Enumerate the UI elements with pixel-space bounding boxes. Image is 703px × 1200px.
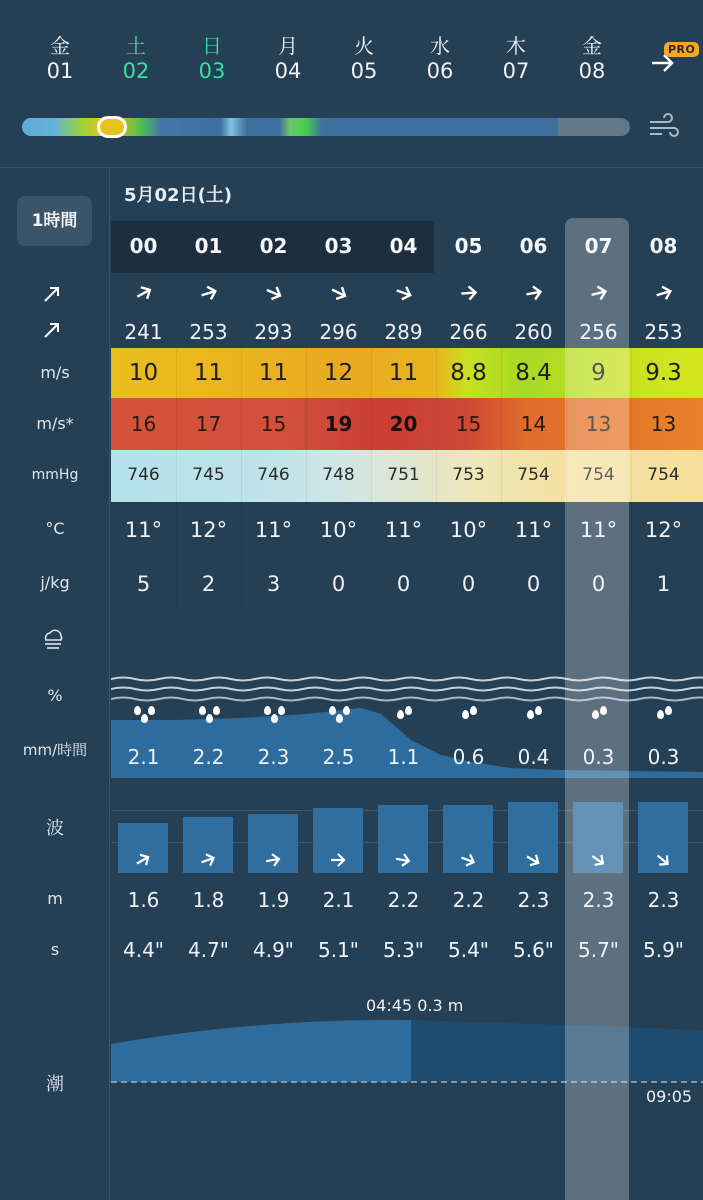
cloud-icon <box>40 626 66 652</box>
wind-arrow-icon <box>328 282 350 304</box>
pressure-value: 754 <box>647 465 680 485</box>
rain-drops-icon <box>631 706 696 730</box>
drop-icon <box>213 706 220 715</box>
temperature-value: 12° <box>189 518 228 542</box>
wave-direction-icon <box>133 850 153 870</box>
day-number: 07 <box>502 59 530 83</box>
wind-speed-value: 12 <box>323 360 354 386</box>
cape-value: 0 <box>591 572 606 596</box>
wind-direction-value: 293 <box>254 320 293 344</box>
label-gust: m/s* <box>36 414 74 433</box>
wave-period-value: 4.7" <box>187 938 229 962</box>
day-tab[interactable] <box>410 34 470 84</box>
rain-drops-icon <box>501 706 566 730</box>
drop-icon <box>665 706 672 715</box>
rain-drops-icon <box>111 706 176 730</box>
pressure-value: 746 <box>257 465 290 485</box>
cape-value: 1 <box>656 572 671 596</box>
label-wave: 波 <box>46 818 64 839</box>
wave-height-value: 2.3 <box>582 888 615 912</box>
temperature-value: 11° <box>384 518 423 542</box>
gust-value: 19 <box>324 412 353 436</box>
column-separator <box>371 348 372 612</box>
day-tab[interactable] <box>334 34 394 84</box>
day-number: 05 <box>350 59 378 83</box>
hour-cell: 02 <box>259 234 288 258</box>
wave-direction-icon <box>328 850 348 870</box>
drop-icon <box>336 714 343 723</box>
temperature-value: 10° <box>319 518 358 542</box>
hour-cell: 06 <box>519 234 548 258</box>
gust-value: 15 <box>455 412 482 436</box>
gust-value: 17 <box>195 412 222 436</box>
wind-direction-value: 256 <box>579 320 618 344</box>
wave-height-value: 1.9 <box>257 888 290 912</box>
wave-period-value: 4.4" <box>122 938 164 962</box>
tide-peak-label: 04:45 0.3 m <box>366 996 464 1015</box>
gust-value: 13 <box>585 412 612 436</box>
precip-rate-value: 0.3 <box>647 745 680 769</box>
label-wave-period: s <box>50 940 60 959</box>
label-temperature: °C <box>45 519 65 538</box>
drop-icon <box>397 710 404 719</box>
wave-direction-icon <box>198 850 218 870</box>
wave-period-value: 5.6" <box>512 938 554 962</box>
label-cape: j/kg <box>40 573 70 592</box>
drop-icon <box>278 706 285 715</box>
column-separator <box>436 348 437 612</box>
wave-height-value: 2.2 <box>452 888 485 912</box>
wind-direction-icon <box>43 285 61 303</box>
precip-rate-value: 0.6 <box>452 745 485 769</box>
gust-value: 16 <box>130 412 157 436</box>
wave-direction-icon <box>653 850 673 870</box>
precip-rate-value: 1.1 <box>387 745 420 769</box>
cape-value: 0 <box>331 572 346 596</box>
pressure-value: 754 <box>582 465 615 485</box>
day-tab[interactable] <box>258 34 318 84</box>
drop-icon <box>343 706 350 715</box>
rain-drops-icon <box>371 706 436 730</box>
temperature-value: 11° <box>579 518 618 542</box>
wind-arrow-icon <box>458 282 480 304</box>
wind-degree-icon <box>43 321 61 339</box>
gust-value: 20 <box>389 412 418 436</box>
rain-drops-icon <box>436 706 501 730</box>
wave-direction-icon <box>263 850 283 870</box>
column-separator <box>501 348 502 612</box>
day-number: 08 <box>578 59 606 83</box>
wind-speed-value: 8.4 <box>515 360 552 386</box>
wave-period-value: 5.3" <box>382 938 424 962</box>
hour-cell: 05 <box>454 234 483 258</box>
drop-icon <box>657 710 664 719</box>
wind-icon[interactable] <box>648 113 680 141</box>
timeline-handle[interactable] <box>97 116 127 138</box>
drop-icon <box>199 706 206 715</box>
rain-drops-icon <box>306 706 371 730</box>
day-tab[interactable] <box>486 34 546 84</box>
wave-period-value: 5.1" <box>317 938 359 962</box>
wave-direction-icon <box>458 850 478 870</box>
wind-direction-value: 253 <box>189 320 228 344</box>
label-wind-speed: m/s <box>40 363 70 382</box>
temperature-value: 11° <box>124 518 163 542</box>
column-separator <box>306 348 307 612</box>
wind-direction-value: 266 <box>449 320 488 344</box>
wind-speed-value: 8.8 <box>450 360 487 386</box>
wind-direction-value: 253 <box>644 320 683 344</box>
precip-rate-value: 0.4 <box>517 745 550 769</box>
column-separator <box>631 348 632 612</box>
drop-icon <box>206 714 213 723</box>
drop-icon <box>405 706 412 715</box>
date-heading: 5月02日(土) <box>124 185 233 206</box>
hour-cell: 08 <box>649 234 678 258</box>
day-weekday: 木 <box>506 34 526 58</box>
day-weekday: 月 <box>278 34 298 58</box>
day-number: 04 <box>274 59 302 83</box>
day-weekday: 水 <box>430 34 450 58</box>
wave-height-value: 2.3 <box>647 888 680 912</box>
wind-direction-value: 260 <box>514 320 553 344</box>
wave-height-value: 2.2 <box>387 888 420 912</box>
pressure-value: 753 <box>452 465 485 485</box>
wind-arrow-icon <box>653 282 675 304</box>
drop-icon <box>329 706 336 715</box>
wind-speed-value: 10 <box>128 360 159 386</box>
day-weekday: 日 <box>202 34 222 58</box>
day-number: 06 <box>426 59 454 83</box>
gust-value: 15 <box>260 412 287 436</box>
wind-arrow-icon <box>133 282 155 304</box>
drop-icon <box>462 710 469 719</box>
wave-direction-icon <box>523 850 543 870</box>
hour-cell: 04 <box>389 234 418 258</box>
day-number: 02 <box>122 59 150 83</box>
drop-icon <box>470 706 477 715</box>
wind-speed-value: 9.3 <box>645 360 682 386</box>
hour-cell: 01 <box>194 234 223 258</box>
column-separator <box>241 348 242 612</box>
temperature-value: 11° <box>254 518 293 542</box>
selected-hour-column[interactable] <box>565 218 629 1200</box>
cape-value: 3 <box>266 572 281 596</box>
label-tide: 潮 <box>46 1074 64 1095</box>
drop-icon <box>527 710 534 719</box>
tide-time-label: 09:05 <box>646 1087 693 1106</box>
temperature-value: 12° <box>644 518 683 542</box>
precip-rate-value: 0.3 <box>582 745 615 769</box>
gust-value: 13 <box>650 412 677 436</box>
pressure-value: 751 <box>387 465 420 485</box>
precip-rate-value: 2.5 <box>322 745 355 769</box>
rain-drops-icon <box>176 706 241 730</box>
pressure-value: 746 <box>127 465 160 485</box>
drop-icon <box>264 706 271 715</box>
day-tab[interactable] <box>30 34 90 84</box>
cape-value: 0 <box>396 572 411 596</box>
hour-cell: 00 <box>129 234 158 258</box>
temperature-value: 11° <box>514 518 553 542</box>
day-tab[interactable] <box>106 34 166 84</box>
precip-rate-value: 2.1 <box>127 745 160 769</box>
wind-arrow-icon <box>198 282 220 304</box>
precip-rate-value: 2.2 <box>192 745 225 769</box>
wind-direction-value: 296 <box>319 320 358 344</box>
pressure-value: 745 <box>192 465 225 485</box>
precip-rate-value: 2.3 <box>257 745 290 769</box>
cape-value: 2 <box>201 572 216 596</box>
wind-speed-value: 11 <box>388 360 419 386</box>
wind-direction-value: 241 <box>124 320 163 344</box>
wave-period-value: 5.4" <box>447 938 489 962</box>
hour-cell: 03 <box>324 234 353 258</box>
drop-icon <box>134 706 141 715</box>
pressure-value: 754 <box>517 465 550 485</box>
cape-value: 0 <box>461 572 476 596</box>
wind-arrow-icon <box>523 282 545 304</box>
day-tab[interactable] <box>182 34 242 84</box>
label-wave-height: m <box>47 889 63 908</box>
day-weekday: 火 <box>354 34 374 58</box>
day-weekday: 金 <box>582 34 602 58</box>
cape-value: 5 <box>136 572 151 596</box>
wave-period-value: 4.9" <box>252 938 294 962</box>
wind-speed-value: 11 <box>193 360 224 386</box>
interval-button[interactable]: 1時間 <box>17 196 92 246</box>
wave-period-value: 5.7" <box>577 938 619 962</box>
drop-icon <box>141 714 148 723</box>
label-pressure: mmHg <box>31 467 79 483</box>
hour-cell: 07 <box>584 234 613 258</box>
pro-badge[interactable]: PRO <box>664 42 699 57</box>
day-weekday: 金 <box>50 34 70 58</box>
wind-arrow-icon <box>393 282 415 304</box>
label-precip-rate: mm/時間 <box>22 741 88 759</box>
wind-direction-value: 289 <box>384 320 423 344</box>
wave-height-value: 1.6 <box>127 888 160 912</box>
drop-icon <box>271 714 278 723</box>
column-separator <box>176 348 177 612</box>
day-number: 03 <box>198 59 226 83</box>
wave-height-value: 2.3 <box>517 888 550 912</box>
day-number: 01 <box>46 59 74 83</box>
drop-icon <box>148 706 155 715</box>
pressure-value: 748 <box>322 465 355 485</box>
wave-height-value: 1.8 <box>192 888 225 912</box>
gust-value: 14 <box>520 412 547 436</box>
rain-drops-icon <box>241 706 306 730</box>
wave-period-value: 5.9" <box>642 938 684 962</box>
wave-height-value: 2.1 <box>322 888 355 912</box>
wave-direction-icon <box>393 850 413 870</box>
day-weekday: 土 <box>126 34 146 58</box>
day-tab[interactable] <box>562 34 622 84</box>
wind-speed-value: 9 <box>591 360 606 386</box>
temperature-value: 10° <box>449 518 488 542</box>
cape-value: 0 <box>526 572 541 596</box>
drop-icon <box>535 706 542 715</box>
wind-speed-value: 11 <box>258 360 289 386</box>
label-precip-percent: % <box>47 686 63 705</box>
wind-arrow-icon <box>263 282 285 304</box>
